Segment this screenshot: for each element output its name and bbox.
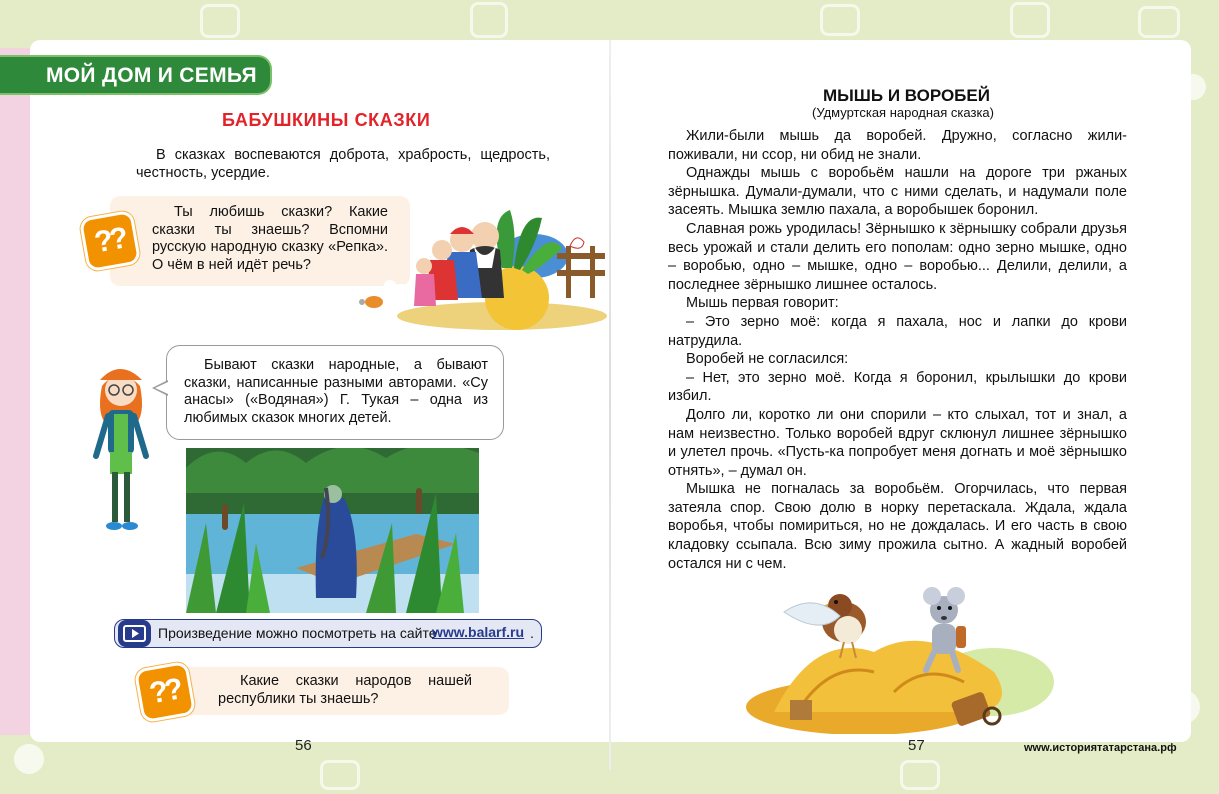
question-icon: ??	[134, 661, 197, 724]
story-paragraph: Славная рожь уродилась! Зёрнышко к зёрнышку собрали друзья весь урожай и стали делить его пополам: одно зерно мышке, одно – воробью, одно – мышке, одно – воробью... Делили, делили, а последнее зёрнышко лишнее осталось.	[668, 220, 1127, 293]
frame-left-band	[0, 48, 30, 735]
story-title: МЫШЬ И ВОРОБЕЙ	[823, 86, 990, 105]
right-page-number: 57	[908, 737, 925, 754]
story-paragraph: Жили-были мышь да воробей. Дружно, согласно жили-поживали, ни ссор, ни обид не знали.	[668, 128, 1127, 163]
footer-website[interactable]: www.историятатарстана.рф	[1024, 742, 1177, 754]
left-page-number: 56	[295, 737, 312, 754]
story-text	[668, 127, 1127, 573]
camera-pattern-icon	[200, 4, 240, 38]
bubble-text: Бывают сказки народные, а бывают сказки, написанные разными авторами. «Су анасы» («Водяная») Г. Тукая – одна из любимых сказок многих детей.	[184, 357, 488, 427]
video-play-icon	[118, 620, 151, 647]
frame-right-band	[1190, 48, 1219, 735]
book-spine	[609, 40, 611, 770]
photo-frame-pattern-icon	[1010, 2, 1050, 38]
girl-character-illustration	[88, 360, 154, 536]
story-paragraph: Однажды мышь с воробьём нашли на дороге три ржаных зёрнышка. Думали-думали, что с ними сделать, и надумали поле засеять. Мышка землю пахала, а воробышек боронил.	[668, 165, 1127, 219]
camera-pattern-icon	[900, 760, 940, 790]
question-2-text: Какие сказки народов нашей республики ты знаешь?	[218, 673, 472, 707]
question-icon: ??	[79, 210, 142, 273]
camera-pattern-icon	[1138, 6, 1180, 38]
story-paragraph: – Нет, это зерно моё. Когда я боронил, крылышки до крови избил.	[668, 369, 1127, 405]
story-paragraph: Воробей не согласился:	[686, 351, 849, 368]
camera-pattern-icon	[820, 4, 860, 36]
speech-bubble-tail-fill	[155, 382, 168, 394]
video-link-text: Произведение можно посмотреть на сайте	[158, 625, 437, 641]
intro-text	[136, 147, 550, 182]
balarf-link[interactable]: www.balarf.ru	[432, 624, 525, 640]
question-1-text: Ты любишь сказки? Какие сказки ты знаешь? Вспомни русскую народную сказку «Репка». О чём в ней идёт речь?	[152, 204, 388, 274]
camera-pattern-icon	[320, 760, 360, 790]
mouse-and-sparrow-illustration	[744, 582, 1054, 734]
water-maiden-illustration	[186, 448, 479, 613]
repka-illustration	[352, 198, 610, 336]
section-title-tab: МОЙ ДОМ И СЕМЬЯ	[0, 55, 272, 95]
story-subtitle: (Удмуртская народная сказка)	[812, 105, 994, 120]
photo-frame-pattern-icon	[470, 2, 508, 38]
intro-text-content: В сказках воспеваются доброта, храбрость, щедрость, честность, усердие.	[136, 147, 550, 181]
story-paragraph: Мышь первая говорит:	[686, 295, 839, 312]
story-paragraph: – Это зерно моё: когда я пахала, нос и лапки до крови натрудила.	[668, 313, 1127, 349]
story-paragraph: Мышка не погналась за воробьём. Огорчилась, что первая затеяла спор. Свою долю в норку перетаскала. Ждала, ждала воробья, чтобы помириться, но не дождалась. И его часть в свою кладовку ссыпала. Всю зиму прожила сытно. А жадный воробей остался ни с чем.	[668, 481, 1127, 572]
decor-circle	[14, 744, 44, 774]
story-paragraph: Долго ли, коротко ли они спорили – кто слыхал, тот и знал, а нам неизвестно. Только воробей вдруг склюнул лишнее зёрнышко и улетел прочь. «Пусть-ка попробует меня догнать и моё зёрнышко отнять», – думал он.	[668, 406, 1127, 479]
page-title: БАБУШКИНЫ СКАЗКИ	[222, 110, 431, 130]
link-period: .	[530, 625, 534, 641]
